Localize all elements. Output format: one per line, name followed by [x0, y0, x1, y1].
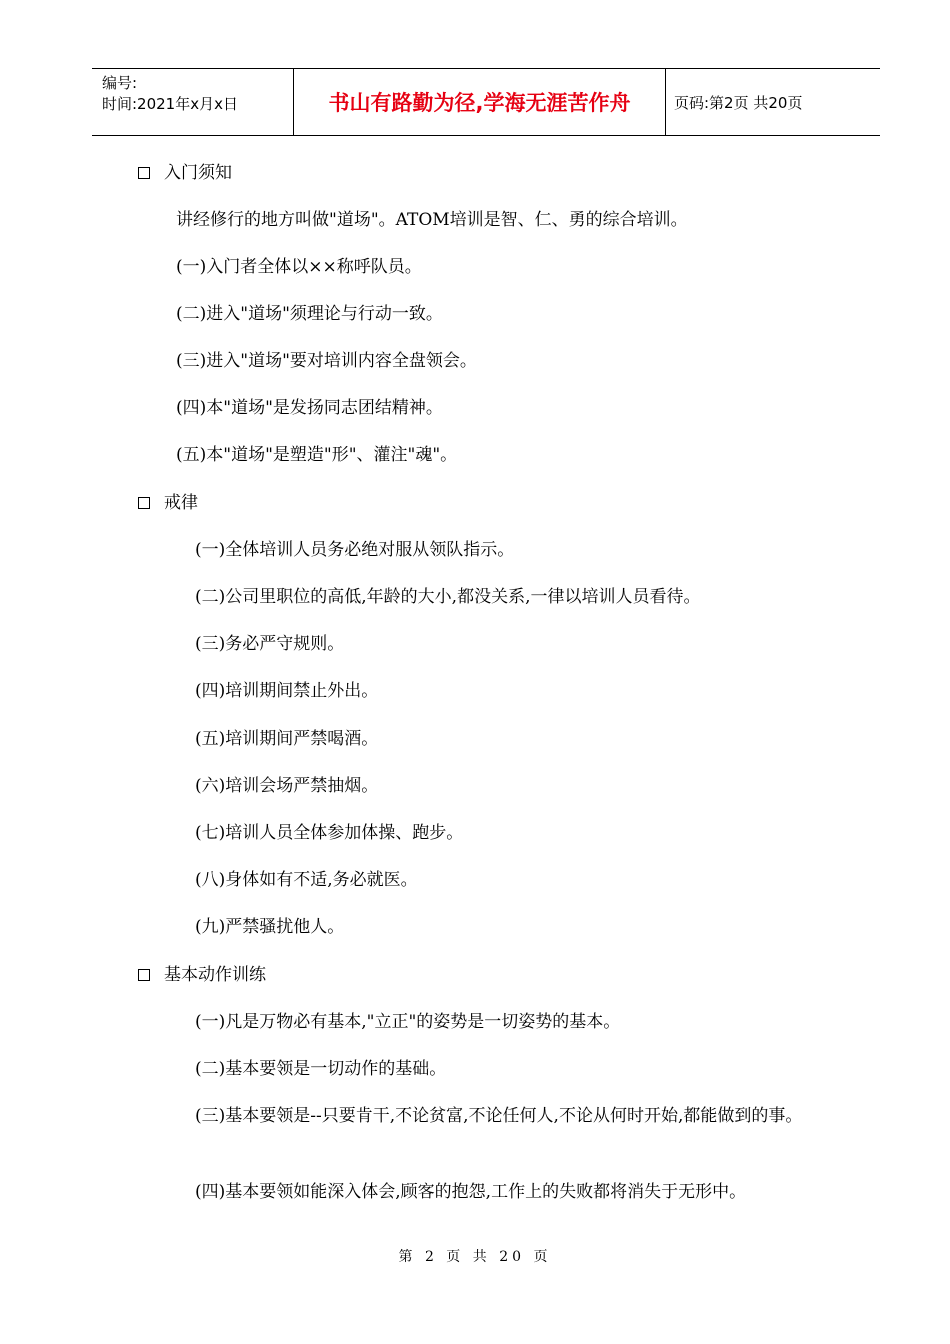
paragraph: (六)培训会场严禁抽烟。 [195, 776, 379, 796]
paragraph: (一)凡是万物必有基本,"立正"的姿势是一切姿势的基本。 [195, 1012, 621, 1032]
checkbox-icon [138, 167, 150, 179]
paragraph: 讲经修行的地方叫做"道场"。ATOM培训是智、仁、勇的综合培训。 [176, 210, 688, 230]
paragraph: (一)全体培训人员务必绝对服从领队指示。 [195, 540, 515, 560]
section-heading-text: 入门须知 [164, 163, 232, 183]
paragraph: (二)进入"道场"须理论与行动一致。 [176, 304, 443, 324]
page-footer: 第 2 页 共 20 页 [398, 1249, 552, 1265]
paragraph: (四)本"道场"是发扬同志团结精神。 [176, 398, 443, 418]
paragraph: (五)培训期间严禁喝酒。 [195, 729, 379, 749]
paragraph: (二)基本要领是一切动作的基础。 [195, 1059, 447, 1079]
document-time-label: 时间:2021年x月x日 [102, 95, 238, 113]
paragraph: (三)务必严守规则。 [195, 634, 345, 654]
section-heading-basic-training [138, 964, 266, 986]
header-meta [92, 69, 293, 135]
paragraph: (九)严禁骚扰他人。 [195, 917, 345, 937]
section-heading-discipline [138, 492, 198, 514]
checkbox-icon [138, 969, 150, 981]
document-header [92, 68, 880, 136]
section-heading-text: 基本动作训练 [164, 965, 266, 985]
paragraph: (三)进入"道场"要对培训内容全盘领会。 [176, 351, 477, 371]
paragraph: (四)培训期间禁止外出。 [195, 681, 379, 701]
header-motto: 书山有路勤为径,学海无涯苦作舟 [293, 69, 666, 135]
checkbox-icon [138, 497, 150, 509]
header-page-number: 页码:第2页 共20页 [674, 93, 803, 112]
section-heading-text: 戒律 [164, 493, 198, 513]
paragraph: (二)公司里职位的高低,年龄的大小,都没关系,一律以培训人员看待。 [195, 587, 701, 607]
section-heading-entry-notice [138, 162, 232, 184]
paragraph: (七)培训人员全体参加体操、跑步。 [195, 823, 464, 843]
paragraph: (五)本"道场"是塑造"形"、灌注"魂"。 [176, 445, 458, 465]
document-number-label: 编号: [102, 74, 138, 92]
paragraph: (三)基本要领是--只要肯干,不论贫富,不论任何人,不论从何时开始,都能做到的事。 [195, 1106, 803, 1126]
paragraph: (一)入门者全体以××称呼队员。 [176, 257, 422, 277]
paragraph: (四)基本要领如能深入体会,顾客的抱怨,工作上的失败都将消失于无形中。 [195, 1182, 747, 1202]
paragraph: (八)身体如有不适,务必就医。 [195, 870, 418, 890]
